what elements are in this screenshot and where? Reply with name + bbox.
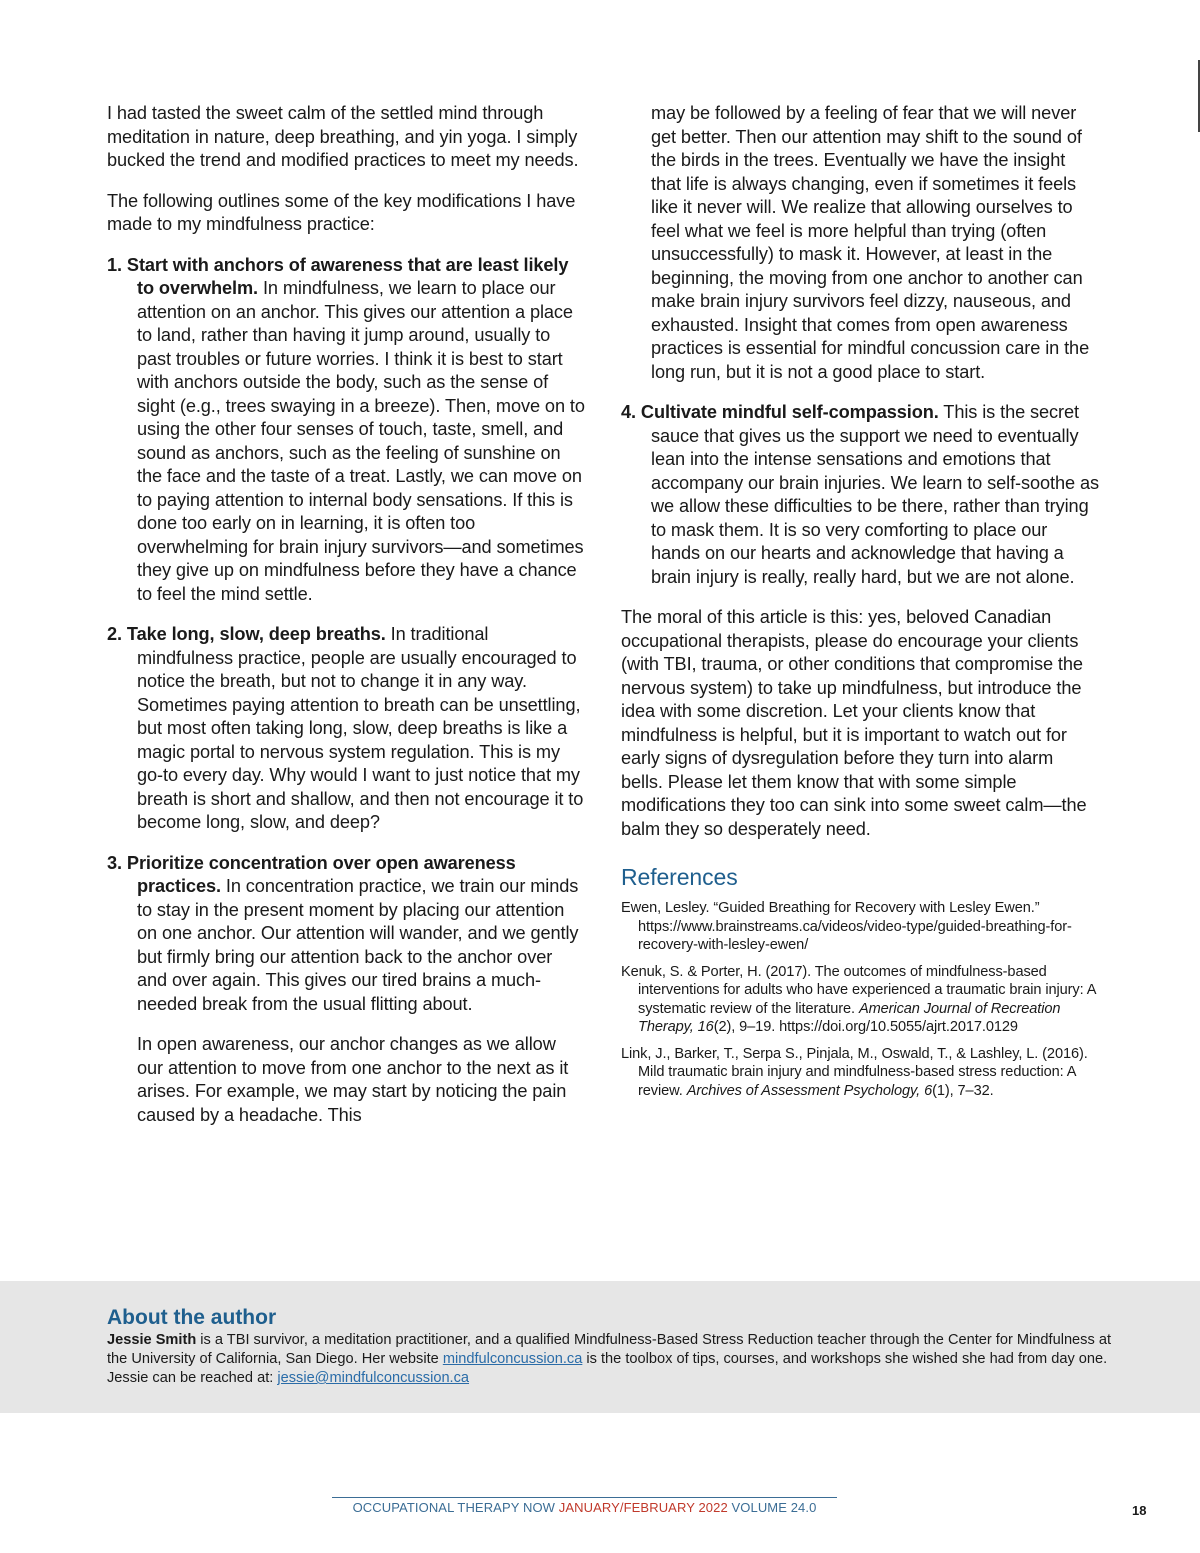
- item3-continuation: In open awareness, our anchor changes as we allow our attention to move from one anchor to the next as it arises. For example, we may start by noticing the pain caused by a headache. This: [137, 1034, 569, 1125]
- reference-item: [621, 899, 1099, 955]
- item-heading: Take long, slow, deep breaths.: [126, 624, 386, 644]
- footer-divider: [332, 1497, 837, 1498]
- reference-text: Link, J., Barker, T., Serpa S., Pinjala, M., Oswald, T., & Lashley, L. (2016). Mild traumatic brain injury and mindfulness-based stress reduction: A review.: [621, 1045, 1088, 1099]
- list-item: [107, 623, 585, 835]
- item-heading: Prioritize concentration over open awareness practices.: [126, 852, 516, 896]
- item-body: In mindfulness, we learn to place our attention on an anchor. This gives our attention a place to land, rather than having it jump around, usually to past troubles or future worries. I think it is best to start with anchors outside the body, such as the sense of sight (e.g., trees swaying in a breeze). Then, move on to using the other four senses of touch, taste, smell, and sound as anchors, such as the feeling of sunshine on the face and the taste of a treat. Lastly, we can move on to paying attention to internal body sensations. If this is done too early on in learning, it is often too overwhelming for brain injury survivors—and sometimes they give up on mindfulness before they have a chance to feel the mind settle.: [137, 278, 585, 604]
- right-column: [621, 102, 1099, 1108]
- item-number: 1.: [107, 254, 122, 275]
- references-heading: References: [621, 864, 738, 890]
- intro-paragraph: I had tasted the sweet calm of the settled mind through meditation in nature, deep breathing, and yin yoga. I simply bucked the trend and modified practices to meet my needs.: [107, 103, 579, 170]
- item-number: 3.: [107, 852, 122, 873]
- footer: [332, 1500, 837, 1516]
- author-bio-cont: is the toolbox of tips, courses, and workshops she wished she had from day one. Jessie can be reached at:: [107, 1351, 1108, 1386]
- reference-journal: American Journal of Recreation Therapy, 16: [638, 1000, 1061, 1035]
- modifications-list-cont: [621, 401, 1099, 589]
- reference-text: Ewen, Lesley. “Guided Breathing for Recovery with Lesley Ewen.” https://www.brainstreams.ca/videos/video-type/guided-breathing-for-recovery-with-lesley-ewen/: [621, 900, 1072, 953]
- volume: VOLUME 24.0: [731, 1500, 817, 1515]
- reference-text-after: (2), 9–19. https://doi.org/10.5055/ajrt.2017.0129: [713, 1019, 1018, 1035]
- list-item: [107, 852, 585, 1017]
- item-heading: Start with anchors of awareness that are least likely to overwhelm.: [126, 254, 569, 298]
- left-column: [107, 102, 585, 1144]
- about-author-text: [107, 1331, 1117, 1388]
- modifications-list: [107, 254, 585, 1017]
- reference-text: Kenuk, S. & Porter, H. (2017). The outcomes of mindfulness-based interventions for adults who have experienced a traumatic brain injury: A systematic review of the literature.: [621, 963, 1096, 1017]
- item-body: This is the secret sauce that gives us the support we need to eventually lean into the intense sensations and emotions that accompany our brain injuries. We learn to self-soothe as we allow these difficulties to be there, rather than trying to mask them. It is so very comforting to place our hands on our hearts and acknowledge that having a brain injury is really, really hard, but we are not alone.: [651, 402, 1099, 587]
- reference-item: [621, 1045, 1099, 1101]
- email-link[interactable]: jessie@mindfulconcussion.ca: [277, 1370, 470, 1386]
- item-body: In traditional mindfulness practice, people are usually encouraged to notice the breath, but not to change it in any way. Sometimes paying attention to breath can be unsettling, but most often taking long, slow, deep breaths is like a magic portal to nervous system regulation. This is my go-to every day. Why would I want to just notice that my breath is short and shallow, and then not encourage it to become long, slow, and deep?: [137, 624, 584, 832]
- item3-continuation-cont: may be followed by a feeling of fear that we will never get better. Then our attention may shift to the sound of the birds in the trees. Eventually we have the insight that life is always changing, even if sometimes it feels like it never will. We realize that allowing ourselves to feel what we feel is more helpful than trying (often unsuccessfully) to mask it. However, at least in the beginning, the moving from one anchor to another can make brain injury survivors feel dizzy, nauseous, and exhausted. Insight that comes from open awareness practices is essential for mindful concussion care in the long run, but it is not a good place to start.: [651, 103, 1090, 382]
- about-author-box: [0, 1281, 1200, 1413]
- item-number: 2.: [107, 624, 122, 644]
- page-number: 18: [1132, 1503, 1147, 1518]
- item-body: In concentration practice, we train our minds to stay in the present moment by placing our attention on one anchor. Our attention will wander, and we gently but firmly bring our attention back to the anchor over and over again. This gives our tired brains a much-needed break from the usual flitting about.: [137, 876, 579, 1014]
- reference-journal: Archives of Assessment Psychology, 6: [686, 1082, 933, 1099]
- item-heading: Cultivate mindful self-compassion.: [640, 402, 939, 422]
- references-list: [621, 899, 1099, 1100]
- reference-item: [621, 963, 1099, 1037]
- moral-paragraph: The moral of this article is this: yes, beloved Canadian occupational therapists, please do encourage your clients (with TBI, trauma, or other conditions that compromise the nervous system) to take up mindfulness, but introduce the idea with some discretion. Let your clients know that mindfulness is helpful, but it is important to watch out for early signs of dysregulation before they turn into alarm bells. Please let them know that with some simple modifications they too can sink into some sweet calm—the balm they so desperately need.: [621, 607, 1087, 839]
- author-name: Jessie Smith: [107, 1332, 197, 1348]
- website-link[interactable]: mindfulconcussion.ca: [442, 1351, 583, 1367]
- outline-paragraph: The following outlines some of the key modifications I have made to my mindfulness practice:: [107, 190, 576, 234]
- publication-name: OCCUPATIONAL THERAPY NOW: [352, 1500, 556, 1515]
- author-bio: is a TBI survivor, a meditation practitioner, and a qualified Mindfulness-Based Stress Reduction teacher through the Center for Mindfulness at the University of California, San Diego. Her website: [107, 1332, 1111, 1367]
- issue-date: JANUARY/FEBRUARY 2022: [558, 1500, 728, 1515]
- reference-text-after: (1), 7–32.: [932, 1082, 994, 1099]
- item-number: 4.: [621, 402, 636, 422]
- about-author-title: About the author: [107, 1306, 277, 1329]
- list-item: [621, 401, 1099, 589]
- list-item: [107, 254, 585, 607]
